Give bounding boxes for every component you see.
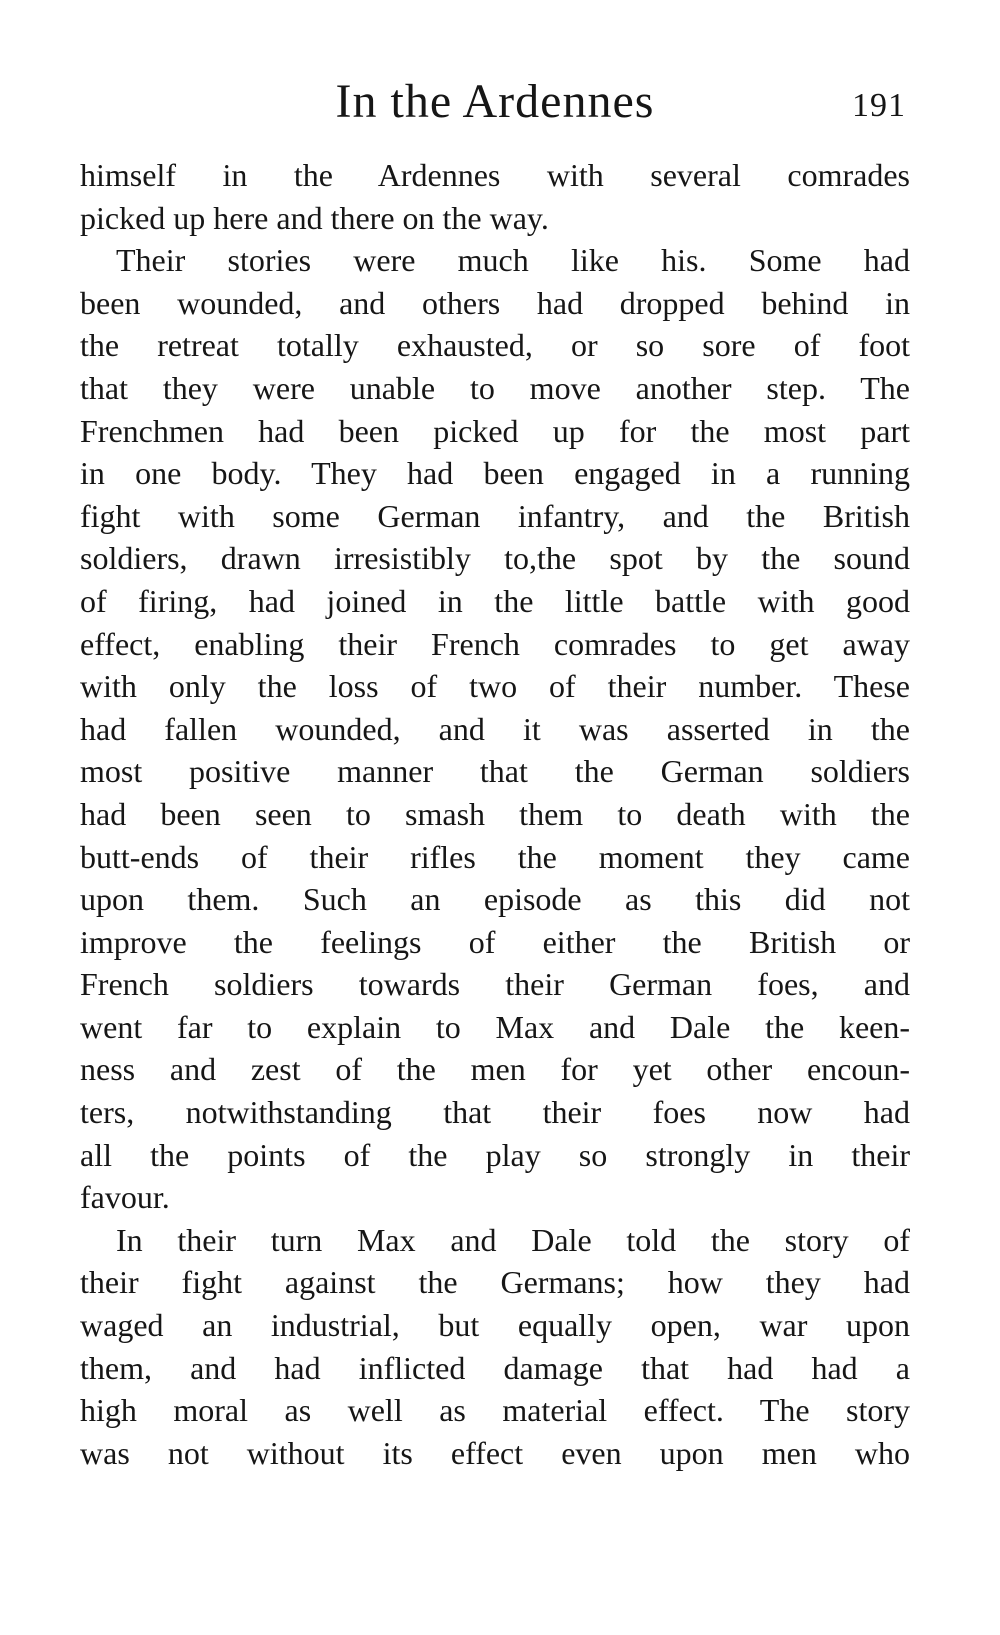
text-line: favour.: [80, 1179, 170, 1216]
text-line: had fallen wounded, and it was asserted in the: [80, 710, 910, 747]
text-line: improve the feelings of either the British or: [80, 923, 910, 960]
text-line: ters, notwithstanding that their foes now had: [80, 1094, 910, 1131]
text-line: all the points of the play so strongly in their: [80, 1136, 910, 1173]
text-line: Frenchmen had been picked up for the most part: [80, 412, 910, 449]
text-line: that they were unable to move another step. The: [80, 369, 910, 406]
text-line: waged an industrial, but equally open, war upon: [80, 1307, 910, 1344]
text-line: French soldiers towards their German foes, and: [80, 966, 910, 1003]
text-line: of firing, had joined in the little battle with good: [80, 582, 910, 619]
text-line: In their turn Max and Dale told the story of: [116, 1221, 910, 1258]
text-line: in one body. They had been engaged in a running: [80, 455, 910, 492]
text-line: was not without its effect even upon men who: [80, 1434, 910, 1471]
text-line: effect, enabling their French comrades to get away: [80, 625, 910, 662]
text-line: picked up here and there on the way.: [80, 199, 549, 236]
text-line: ness and zest of the men for yet other encoun-: [80, 1051, 910, 1088]
page-header: [80, 72, 910, 132]
text-line: with only the loss of two of their number. These: [80, 668, 910, 705]
text-line: the retreat totally exhausted, or so sore of foot: [80, 327, 910, 364]
text-line: upon them. Such an episode as this did not: [80, 881, 910, 918]
page-number: 191: [852, 87, 906, 124]
text-line: high moral as well as material effect. The story: [80, 1392, 910, 1429]
text-line: had been seen to smash them to death with the: [80, 795, 910, 832]
text-line: most positive manner that the German soldiers: [80, 753, 910, 790]
text-line: soldiers, drawn irresistibly to,the spot by the sound: [80, 540, 910, 577]
text-line: their fight against the Germans; how they had: [80, 1264, 910, 1301]
text-line: butt-ends of their rifles the moment they came: [80, 838, 910, 875]
text-line: Their stories were much like his. Some had: [116, 242, 910, 279]
body-text: [80, 154, 910, 1474]
text-line: went far to explain to Max and Dale the keen-: [80, 1008, 910, 1045]
text-line: been wounded, and others had dropped behind in: [80, 284, 910, 321]
running-title: In the Ardennes: [335, 75, 655, 128]
text-line: them, and had inflicted damage that had had a: [80, 1349, 910, 1386]
text-line: fight with some German infantry, and the British: [80, 497, 910, 534]
text-line: himself in the Ardennes with several comrades: [80, 157, 910, 193]
